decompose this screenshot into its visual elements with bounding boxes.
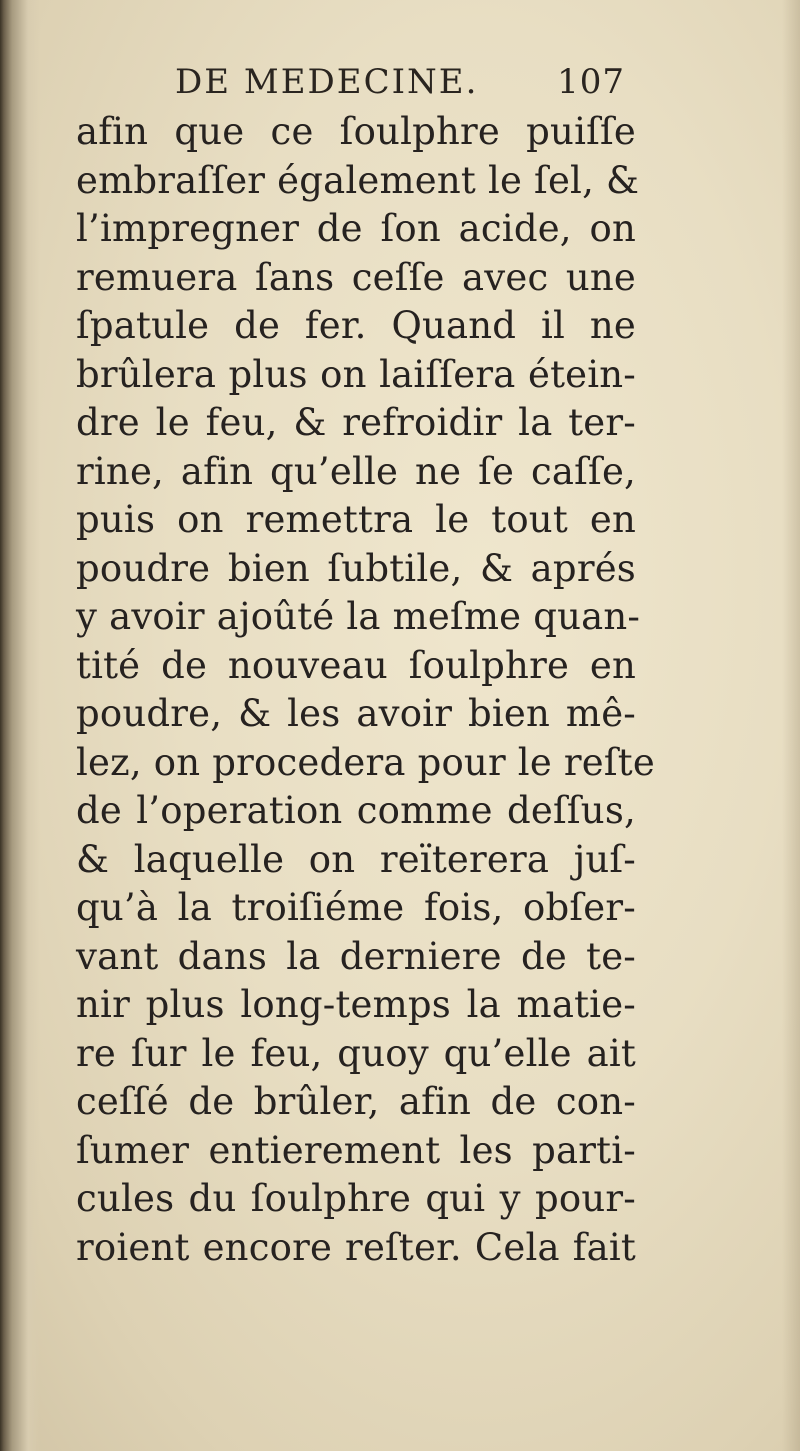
text-line: dre le feu, & refroidir la ter- — [76, 401, 636, 444]
text-line: embraſſer également le ſel, & — [76, 158, 640, 202]
text-line: vant dans la derniere de te- — [76, 934, 636, 978]
running-title: DE MEDECINE. — [175, 62, 479, 102]
text-line: remuera ſans ceſſe avec une — [76, 255, 636, 299]
text-line: poudre bien ſubtile, & aprés — [76, 546, 636, 590]
text-line: roient encore reſter. Cela fait — [76, 1225, 636, 1269]
text-line: ſumer entierement les parti- — [76, 1128, 636, 1172]
text-line: afin que ce ſoulphre puiſſe — [76, 110, 636, 153]
text-line: de l’operation comme deſſus, — [76, 789, 636, 832]
text-line: puis on remettra le tout en — [76, 498, 636, 541]
text-line: lez, on procedera pour le reſte — [76, 740, 655, 784]
text-line: qu’à la troiſiéme fois, obſer- — [76, 886, 636, 929]
text-line: y avoir ajoûté la meſme quan- — [76, 595, 641, 638]
text-line: nir plus long-temps la matie- — [76, 983, 636, 1026]
text-line: ceſſé de brûler, afin de con- — [76, 1080, 636, 1123]
text-line: brûlera plus on laiſſera étein- — [76, 352, 636, 396]
text-line: rine, afin qu’elle ne ſe caſſe, — [76, 449, 636, 493]
running-header — [175, 62, 635, 112]
text-line: cules du ſoulphre qui y pour- — [76, 1177, 636, 1220]
text-line: tité de nouveau ſoulphre en — [76, 643, 636, 687]
text-line: l’impregner de ſon acide, on — [76, 207, 636, 250]
binding-shadow — [0, 0, 40, 1451]
text-line: re ſur le feu, quoy qu’elle ait — [76, 1031, 636, 1075]
page-edge — [782, 0, 800, 1451]
text-line: & laquelle on reïterera juſ- — [76, 837, 636, 881]
body-text — [76, 108, 655, 1272]
text-line: poudre, & les avoir bien mê- — [76, 692, 636, 735]
text-line: ſpatule de fer. Quand il ne — [76, 304, 636, 347]
page-number: 107 — [557, 62, 625, 102]
